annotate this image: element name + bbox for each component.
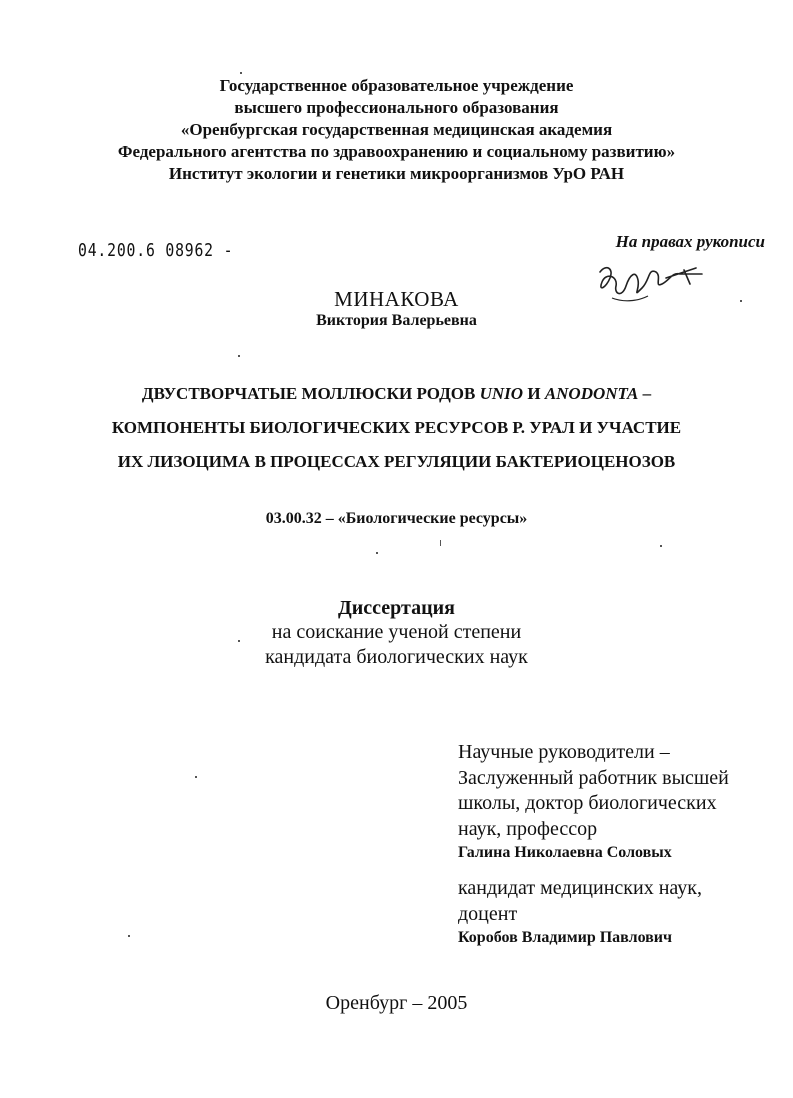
supervisor-1-title-2: школы, доктор биологических <box>458 792 717 814</box>
supervisors-heading: Научные руководители – <box>458 741 670 763</box>
scan-speck <box>440 540 441 546</box>
supervisor-1-title-1: Заслуженный работник высшей <box>458 766 729 789</box>
dissertation-title <box>0 377 793 479</box>
supervisor-2-title-1: кандидат медицинских наук, <box>458 877 702 899</box>
stamp-number: 04.200.6 08962 <box>78 240 214 261</box>
supervisors-block <box>458 740 729 949</box>
author-surname: МИНАКОВА <box>334 287 459 311</box>
registration-stamp <box>78 240 233 261</box>
scan-speck <box>238 640 240 642</box>
title-line-1-part-c: И <box>523 384 545 403</box>
title-genus-unio: UNIO <box>479 384 524 403</box>
degree-line-1: на соискание ученой степени <box>271 621 522 643</box>
institution-header <box>0 75 793 185</box>
supervisor-2-name: Коробов Владимир Павлович <box>458 929 673 946</box>
title-line-2: КОМПОНЕНТЫ БИОЛОГИЧЕСКИХ РЕСУРСОВ Р. УРАЛ И УЧАСТИЕ <box>111 418 682 437</box>
header-line-5: Институт экологии и генетики микроорганизмов УрО РАН <box>168 164 625 183</box>
title-line-1-part-a: ДВУСТВОРЧАТЫЕ МОЛЛЮСКИ РОДОВ <box>141 384 480 403</box>
title-line-1-part-e: – <box>638 384 652 403</box>
degree-line-2: кандидата биологических наук <box>265 646 528 668</box>
scan-speck <box>240 72 242 74</box>
specialty-code: 03.00.32 – «Биологические ресурсы» <box>265 510 528 527</box>
supervisor-2-title-2: доцент <box>458 902 518 925</box>
title-genus-anodonta: ANODONTA <box>544 384 639 403</box>
header-line-4: Федерального агентства по здравоохранению и социальному развитию» <box>117 142 676 161</box>
header-line-2: высшего профессионального образования <box>234 98 559 117</box>
scan-speck <box>660 545 662 547</box>
header-line-1: Государственное образовательное учреждение <box>219 76 574 95</box>
rights-notice: На правах рукописи <box>615 232 765 251</box>
dissertation-heading: Диссертация <box>338 597 455 619</box>
supervisor-1-name: Галина Николаевна Соловых <box>458 844 672 861</box>
author-name: Виктория Валерьевна <box>316 312 477 329</box>
scan-speck <box>376 552 378 554</box>
scan-speck <box>128 935 130 937</box>
city-year: Оренбург – 2005 <box>325 992 468 1014</box>
supervisor-1-title-3: наук, профессор <box>458 817 598 840</box>
title-line-1 <box>0 377 793 411</box>
scan-speck <box>740 300 742 302</box>
stamp-tick: - <box>213 240 234 261</box>
scan-speck <box>238 355 240 357</box>
spacer <box>458 864 729 876</box>
header-line-3: «Оренбургская государственная медицинская академия <box>180 120 613 139</box>
scan-speck <box>195 776 197 778</box>
title-line-3: ИХ ЛИЗОЦИМА В ПРОЦЕССАХ РЕГУЛЯЦИИ БАКТЕРИОЦЕНОЗОВ <box>117 452 676 471</box>
